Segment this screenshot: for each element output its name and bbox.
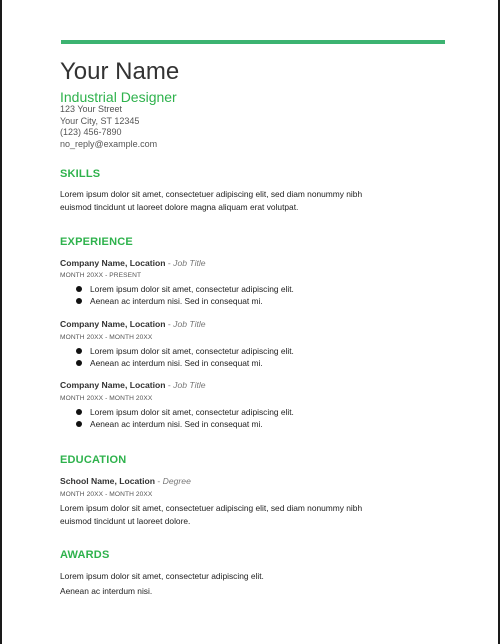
bullet-dot-icon [76, 286, 82, 292]
awards-line-2: Aenean ac interdum nisi. [60, 586, 153, 596]
contact-city: Your City, ST 12345 [60, 115, 140, 126]
job-dates: MONTH 20XX - MONTH 20XX [60, 395, 153, 402]
job-dates: MONTH 20XX - MONTH 20XX [60, 334, 153, 341]
bullet-dot-icon [76, 409, 82, 415]
contact-phone: (123) 456-7890 [60, 127, 122, 137]
education-title-line [60, 476, 420, 487]
list-item [60, 418, 420, 430]
job-bullets [60, 406, 420, 430]
education-text: Lorem ipsum dolor sit amet, consectetuer adipiscing elit, sed diam nonummy nibh euismod tincidunt ut laoreet dolore. [60, 503, 363, 526]
job-role: Job Title [173, 319, 206, 329]
awards-line-1: Lorem ipsum dolor sit amet, consectetur adipiscing elit. [60, 571, 264, 581]
bullet-text: Aenean ac interdum nisi. Sed in consequat mi. [90, 419, 263, 429]
contact-street: 123 Your Street [60, 104, 123, 114]
degree-name: Degree [162, 476, 191, 486]
list-item [60, 295, 420, 307]
list-item [60, 283, 420, 295]
job-company: Company Name, Location [60, 319, 166, 329]
resume-name: Your Name [60, 58, 180, 85]
bullet-dot-icon [76, 421, 82, 427]
page-left-edge [0, 0, 2, 644]
bullet-text: Aenean ac interdum nisi. Sed in consequat mi. [90, 358, 263, 368]
skills-text: Lorem ipsum dolor sit amet, consectetuer adipiscing elit, sed diam nonummy nibh euismod tincidunt ut laoreet dolore magna aliquam erat volutpat. [60, 189, 363, 212]
job-title-line [60, 380, 420, 391]
education-separator: - [155, 476, 163, 486]
job-separator: - [165, 258, 174, 268]
list-item [60, 345, 420, 357]
bullet-text: Lorem ipsum dolor sit amet, consectetur adipiscing elit. [90, 284, 294, 294]
job-bullets [60, 345, 420, 369]
header-accent-rule [61, 40, 445, 44]
list-item [60, 357, 420, 369]
education-heading: EDUCATION [60, 454, 127, 466]
job-separator: - [165, 380, 174, 390]
experience-heading: EXPERIENCE [60, 236, 133, 248]
bullet-dot-icon [76, 348, 82, 354]
school-name: School Name, Location [60, 476, 156, 486]
job-company: Company Name, Location [60, 380, 166, 390]
bullet-text: Aenean ac interdum nisi. Sed in consequat mi. [90, 296, 263, 306]
job-role: Job Title [173, 258, 206, 268]
list-item [60, 406, 420, 418]
skills-heading: SKILLS [60, 168, 101, 180]
job-title-line [60, 319, 420, 330]
job-bullets [60, 283, 420, 307]
bullet-text: Lorem ipsum dolor sit amet, consectetur adipiscing elit. [90, 346, 294, 356]
job-title-line [60, 258, 420, 269]
education-dates: MONTH 20XX - MONTH 20XX [60, 491, 153, 498]
job-role: Job Title [173, 380, 206, 390]
bullet-dot-icon [76, 360, 82, 366]
bullet-dot-icon [76, 298, 82, 304]
contact-email: no_reply@example.com [60, 138, 158, 149]
resume-title: Industrial Designer [60, 89, 177, 105]
bullet-text: Lorem ipsum dolor sit amet, consectetur adipiscing elit. [90, 407, 294, 417]
job-dates: MONTH 20XX - PRESENT [60, 272, 142, 279]
awards-heading: AWARDS [60, 549, 110, 561]
job-separator: - [165, 319, 174, 329]
job-company: Company Name, Location [60, 258, 166, 268]
